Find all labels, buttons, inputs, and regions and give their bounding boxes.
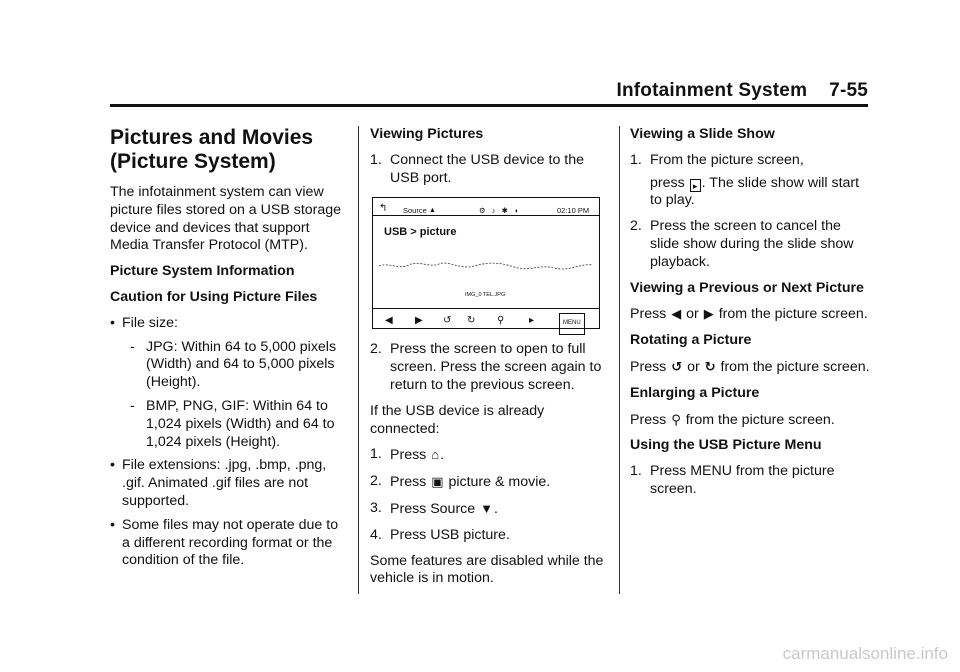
bullet-icon: • — [110, 314, 115, 331]
step-text: Press Source — [390, 500, 476, 517]
picture-preview — [379, 256, 593, 286]
column-2 — [370, 126, 606, 596]
next-icon[interactable]: ▶ — [415, 315, 423, 327]
text: Press — [630, 358, 667, 375]
rotate-text — [630, 358, 870, 377]
step-press-picture — [370, 473, 606, 492]
bullet-file-size — [110, 315, 342, 333]
dash-icon: - — [130, 397, 135, 414]
heading-prev-next: Viewing a Previous or Next Picture — [630, 279, 864, 296]
step-slide-2 — [630, 218, 870, 271]
rotate-right-icon: ↻ — [704, 358, 716, 374]
step-number: 1. — [370, 151, 382, 168]
step-number: 1. — [370, 446, 382, 463]
bullet-some-files — [110, 517, 342, 570]
next-icon: ▶ — [703, 306, 714, 322]
bullet-icon: • — [110, 516, 115, 533]
bullet-text: File size: — [122, 314, 178, 331]
intro-paragraph: The infotainment system can view picture files stored on a USB storage device and devices that support Media Transfer Protocol (MTP). — [110, 184, 342, 254]
prev-next-text — [630, 305, 870, 324]
step-press-home — [370, 446, 606, 465]
heading-caution: Caution for Using Picture Files — [110, 288, 318, 305]
heading-usb-menu: Using the USB Picture Menu — [630, 437, 822, 454]
column-1 — [110, 126, 342, 576]
step-text: Press MENU from the picture screen. — [650, 463, 835, 497]
step-number: 2. — [630, 218, 642, 235]
heading-enlarging: Enlarging a Picture — [630, 384, 760, 401]
section-heading — [110, 126, 342, 174]
status-icons: ⚙ ♪ ✱ ◖ — [479, 206, 521, 216]
already-connected: If the USB device is already connected: — [370, 402, 545, 437]
bullet-text: Some files may not operate due to a different recording format or the condition of the file. — [122, 516, 339, 569]
sub-text: BMP, PNG, GIF: Within 64 to 1,024 pixels (Width) and 64 to 1,024 pixels (Height). — [146, 397, 335, 450]
step-number: 4. — [370, 526, 382, 543]
step-slide-1 — [630, 152, 870, 210]
picture-movie-icon: ▣ — [431, 474, 444, 490]
step-text: Press the screen to open to full screen. Press the screen again to return to the previous screen. — [390, 341, 602, 393]
prev-icon[interactable]: ◀ — [385, 315, 393, 327]
step-text: Press the screen to cancel the slide show during the slide show playback. — [650, 218, 854, 270]
step-connect — [370, 152, 606, 188]
sub-jpg — [110, 339, 342, 392]
header-rule — [110, 104, 868, 107]
rotate-left-icon: ↺ — [671, 358, 683, 374]
page-number: 7-55 — [829, 80, 868, 101]
screen-control-bar — [373, 308, 599, 328]
section-title: Infotainment System — [616, 80, 808, 101]
step-press-source — [370, 500, 606, 519]
slideshow-icon[interactable]: ▸ — [529, 315, 535, 327]
slideshow-icon: ▸ — [690, 179, 701, 192]
text: Press — [630, 411, 667, 428]
clock-time: 02:10 PM — [557, 206, 590, 216]
zoom-icon[interactable]: ⚲ — [497, 315, 505, 327]
rotate-right-icon[interactable]: ↻ — [467, 315, 476, 327]
zoom-icon: ⚲ — [671, 411, 681, 427]
heading-picture-info: Picture System Information — [110, 263, 295, 280]
heading-viewing-pictures: Viewing Pictures — [370, 126, 484, 142]
step-number: 3. — [370, 499, 382, 516]
screen-illustration — [372, 197, 600, 329]
prev-icon: ◀ — [671, 306, 682, 322]
step-text-press: press — [650, 174, 685, 191]
sub-bmp — [110, 398, 342, 451]
source-arrow-icon: ▲ — [429, 207, 436, 215]
step-text: Press — [390, 474, 427, 491]
heading-slide-show: Viewing a Slide Show — [630, 126, 775, 142]
bullet-text: File extensions: .jpg, .bmp, .png, .gif. Animated .gif files are not supported. — [122, 457, 327, 509]
step-text-end: . — [440, 447, 445, 464]
step-text: Connect the USB device to the USB port. — [390, 151, 585, 186]
text: Press — [630, 306, 667, 323]
text-end: from the picture screen. — [685, 411, 835, 428]
menu-button[interactable]: MENU — [559, 313, 585, 335]
text-or: or — [687, 358, 700, 375]
screen-title: USB > picture — [384, 226, 457, 239]
heading-rotating: Rotating a Picture — [630, 332, 752, 349]
step-text-end: . The slide show will start to play. — [650, 174, 860, 209]
screen-status-bar — [373, 198, 599, 216]
text-or: or — [686, 306, 699, 323]
step-number: 2. — [370, 473, 382, 490]
step-text-end: picture & movie. — [448, 474, 551, 491]
text-end: from the picture screen. — [718, 306, 868, 323]
section-heading-line1: Pictures and Movies — [110, 126, 314, 149]
sub-text: JPG: Within 64 to 5,000 pixels (Width) and 64 to 5,000 pixels (Height). — [146, 338, 337, 391]
back-icon: ↰ — [379, 203, 388, 215]
section-heading-line2: (Picture System) — [110, 150, 276, 173]
bullet-icon: • — [110, 457, 115, 474]
step-press-usb — [370, 527, 606, 545]
step-text: Press USB picture. — [390, 526, 510, 543]
step-text: Press — [390, 447, 427, 464]
source-arrow-icon: ▼ — [480, 500, 493, 516]
step-text-end: . — [494, 500, 498, 517]
page-header — [617, 80, 869, 102]
source-label: Source — [403, 206, 427, 216]
bullet-extensions — [110, 457, 342, 510]
step-number: 1. — [630, 463, 642, 480]
column-3 — [630, 126, 870, 507]
text-end: from the picture screen. — [720, 358, 870, 375]
home-icon: ⌂ — [431, 447, 440, 463]
enlarge-text — [630, 411, 870, 430]
file-name: IMG_0 TEL.JPG — [465, 291, 506, 298]
rotate-left-icon[interactable]: ↺ — [443, 315, 452, 327]
column-divider-2 — [619, 126, 620, 594]
watermark: carmanualsonline.info — [782, 644, 948, 663]
step-number: 2. — [370, 341, 382, 358]
step-number: 1. — [630, 151, 642, 168]
column-divider-1 — [358, 126, 359, 594]
step-full-screen — [370, 341, 606, 394]
dash-icon: - — [130, 338, 135, 355]
step-text: From the picture screen, — [650, 151, 804, 168]
step-menu-1 — [630, 463, 870, 499]
disabled-note: Some features are disabled while the vehicle is in motion. — [370, 552, 604, 587]
